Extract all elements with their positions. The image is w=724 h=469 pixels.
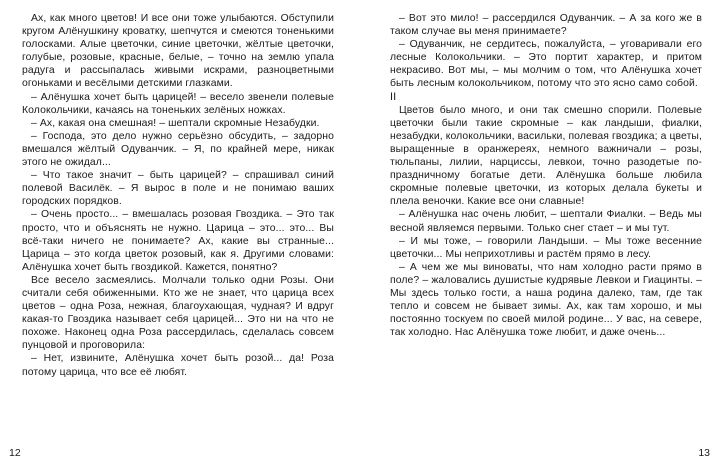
left-page-text <box>22 12 334 379</box>
paragraph: Цветов было много, и они так смешно спорили. Полевые цветочки были такие скромные – как ландыши, фиалки, незабудки, колокольчики, васильки, полевая гвоздика; а цветы, выращенные в оранжереях, немного важничали – розы, тюльпаны, лилии, нарциссы, левкои, точно разодетые по-праздничному богатые дети. Алёнушка больше любила скромные полевые цветочки, из которых делала букеты и плела веночки. Какие все они славные! <box>390 104 702 208</box>
chapter-heading: II <box>390 90 397 103</box>
paragraph: – Очень просто... – вмешалась розовая Гвоздика. – Это так просто, что и объяснять не нужно. Царица – это... это... Вы всё-таки ничего не понимаете? Ах, какие вы странные... Царица – это когда цветок розовый, как я. Другими словами: Алёнушка хочет быть гвоздикой. Кажется, понятно? <box>22 209 334 273</box>
page-number-right: 13 <box>698 447 710 459</box>
paragraph: – Нет, извините, Алёнушка хочет быть розой... да! Роза потому царица, что все её любят. <box>22 353 334 378</box>
right-page <box>362 0 724 469</box>
right-page-text <box>390 12 702 339</box>
paragraph: – Алёнушка хочет быть царицей! – весело звенели полевые Колокольчики, качаясь на тоненьких зелёных ножках. <box>22 91 334 116</box>
paragraph: – Что такое значит – быть царицей? – спрашивал синий полевой Василёк. – Я вырос в поле и не понимаю ваших городских порядков. <box>22 170 334 208</box>
paragraph: – Ах, какая она смешная! – шептали скромные Незабудки. <box>31 117 320 129</box>
paragraph: Все весело засмеялись. Молчали только одни Розы. Они считали себя обиженными. Кто же не знает, что царица всех цветов – одна Роза, нежная, благоухающая, чудная? И вдруг какая-то Гвоздика называет себя царицей... Это ни на что не похоже. Наконец одна Роза рассердилась, сделалась совсем пунцовой и проговорила: <box>22 274 334 352</box>
paragraph: – Вот это мило! – рассердился Одуванчик. – А за кого же в таком случае вы меня принимаете? <box>390 13 702 38</box>
paragraph: – Алёнушка нас очень любит, – шептали Фиалки. – Ведь мы весной являемся первыми. Только снег стает – и мы тут. <box>390 209 702 234</box>
paragraph: – И мы тоже, – говорили Ландыши. – Мы тоже весенние цветочки... Мы неприхотливы и растём прямо в лесу. <box>390 235 702 260</box>
page-number-left: 12 <box>9 447 21 459</box>
paragraph: – Господа, это дело нужно серьёзно обсудить, – задорно вмешался жёлтый Одуванчик. – Я, по крайней мере, никак этого не ожидал... <box>22 130 334 169</box>
paragraph: – Одуванчик, не сердитесь, пожалуйста, – уговаривали его лесные Колокольчики. – Это портит характер, и притом некрасиво. Вот мы, – мы молчим о том, что Алёнушка хочет быть лесным колокольчиком, потому что это ясно само собой. <box>390 39 702 90</box>
paragraph: Ах, как много цветов! И все они тоже улыбаются. Обступили кругом Алёнушкину кроватку, шепчутся и смеются тоненькими голосками. Алые цветочки, синие цветочки, жёлтые цветочки, голубые, розовые, красные, белые, – точно на землю упала радуга и рассыпалась живыми искрами, разноцветными огоньками и весёлыми детскими глазками. <box>22 13 334 90</box>
paragraph: – А чем же мы виноваты, что нам холодно расти прямо в поле? – жаловались душистые кудрявые Левкои и Гиацинты. – Мы здесь только гости, а наша родина далеко, там, где так тепло и совсем не бывает зимы. Ах, как там хорошо, и мы постоянно тоскуем по своей милой родине... У вас, на севере, так холодно. Нас Алёнушка тоже любит, и даже очень... <box>390 261 702 339</box>
